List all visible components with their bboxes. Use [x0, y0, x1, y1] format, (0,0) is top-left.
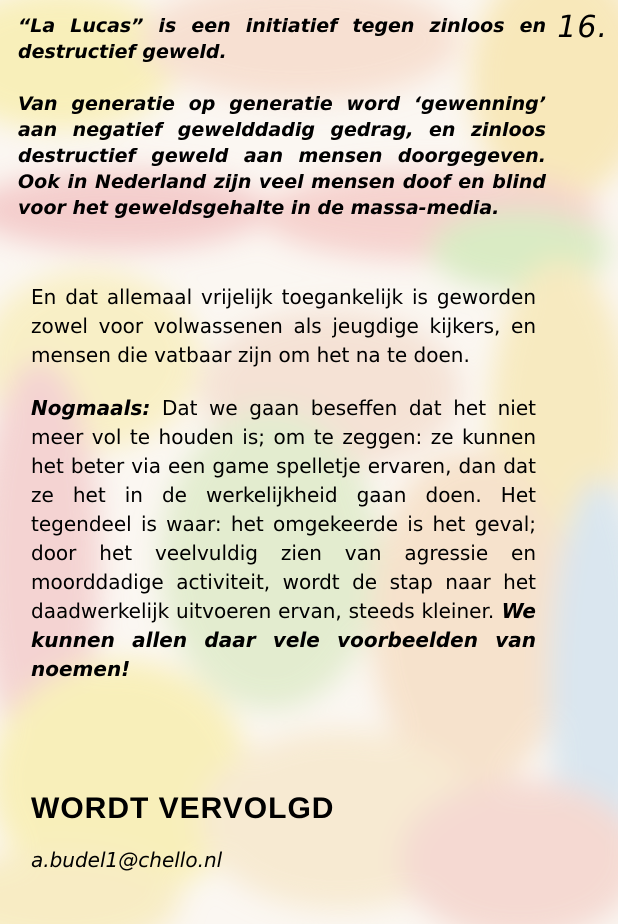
intro-paragraph: Van generatie op generatie word ‘gewenning’ aan negatief gewelddadig gedrag, en zinloos destructief geweld aan mensen doorgegeven. Ook in Nederland zijn veel mensen doof en blind voor het geweldsgehalte in de massa-media. [18, 93, 546, 219]
body-paragraph-text: Dat we gaan beseffen dat het niet meer vol te houden is; om te zeggen: ze kunnen het beter via een game spelletje ervaren, dan dat ze het in de werkelijkheid gaan doen. Het tegendeel is waar: het omgekeerde is het geval; door het veelvuldig zien van agressie en moorddadige activiteit, wordt de stap naar het daadwerkelijk uitvoeren ervan, steeds kleiner. [31, 396, 536, 623]
continued-heading: WORDT VERVOLGD [31, 792, 335, 825]
email-address[interactable]: a.budel1@chello.nl [31, 848, 223, 872]
body-paragraph [31, 394, 536, 684]
intro-section [18, 13, 546, 221]
intro-paragraph: “La Lucas” is een initiatief tegen zinloos en destructief geweld. [18, 15, 546, 63]
body-paragraph: En dat allemaal vrijelijk toegankelijk is geworden zowel voor volwassenen als jeugdige kijkers, en mensen die vatbaar zijn om het na te doen. [31, 285, 536, 367]
body-section [31, 283, 536, 684]
emphasis-conclusion: We kunnen allen daar vele voorbeelden van noemen! [31, 599, 536, 681]
emphasis-lead: Nogmaals: [31, 396, 151, 420]
page-number: 16. [557, 10, 608, 45]
